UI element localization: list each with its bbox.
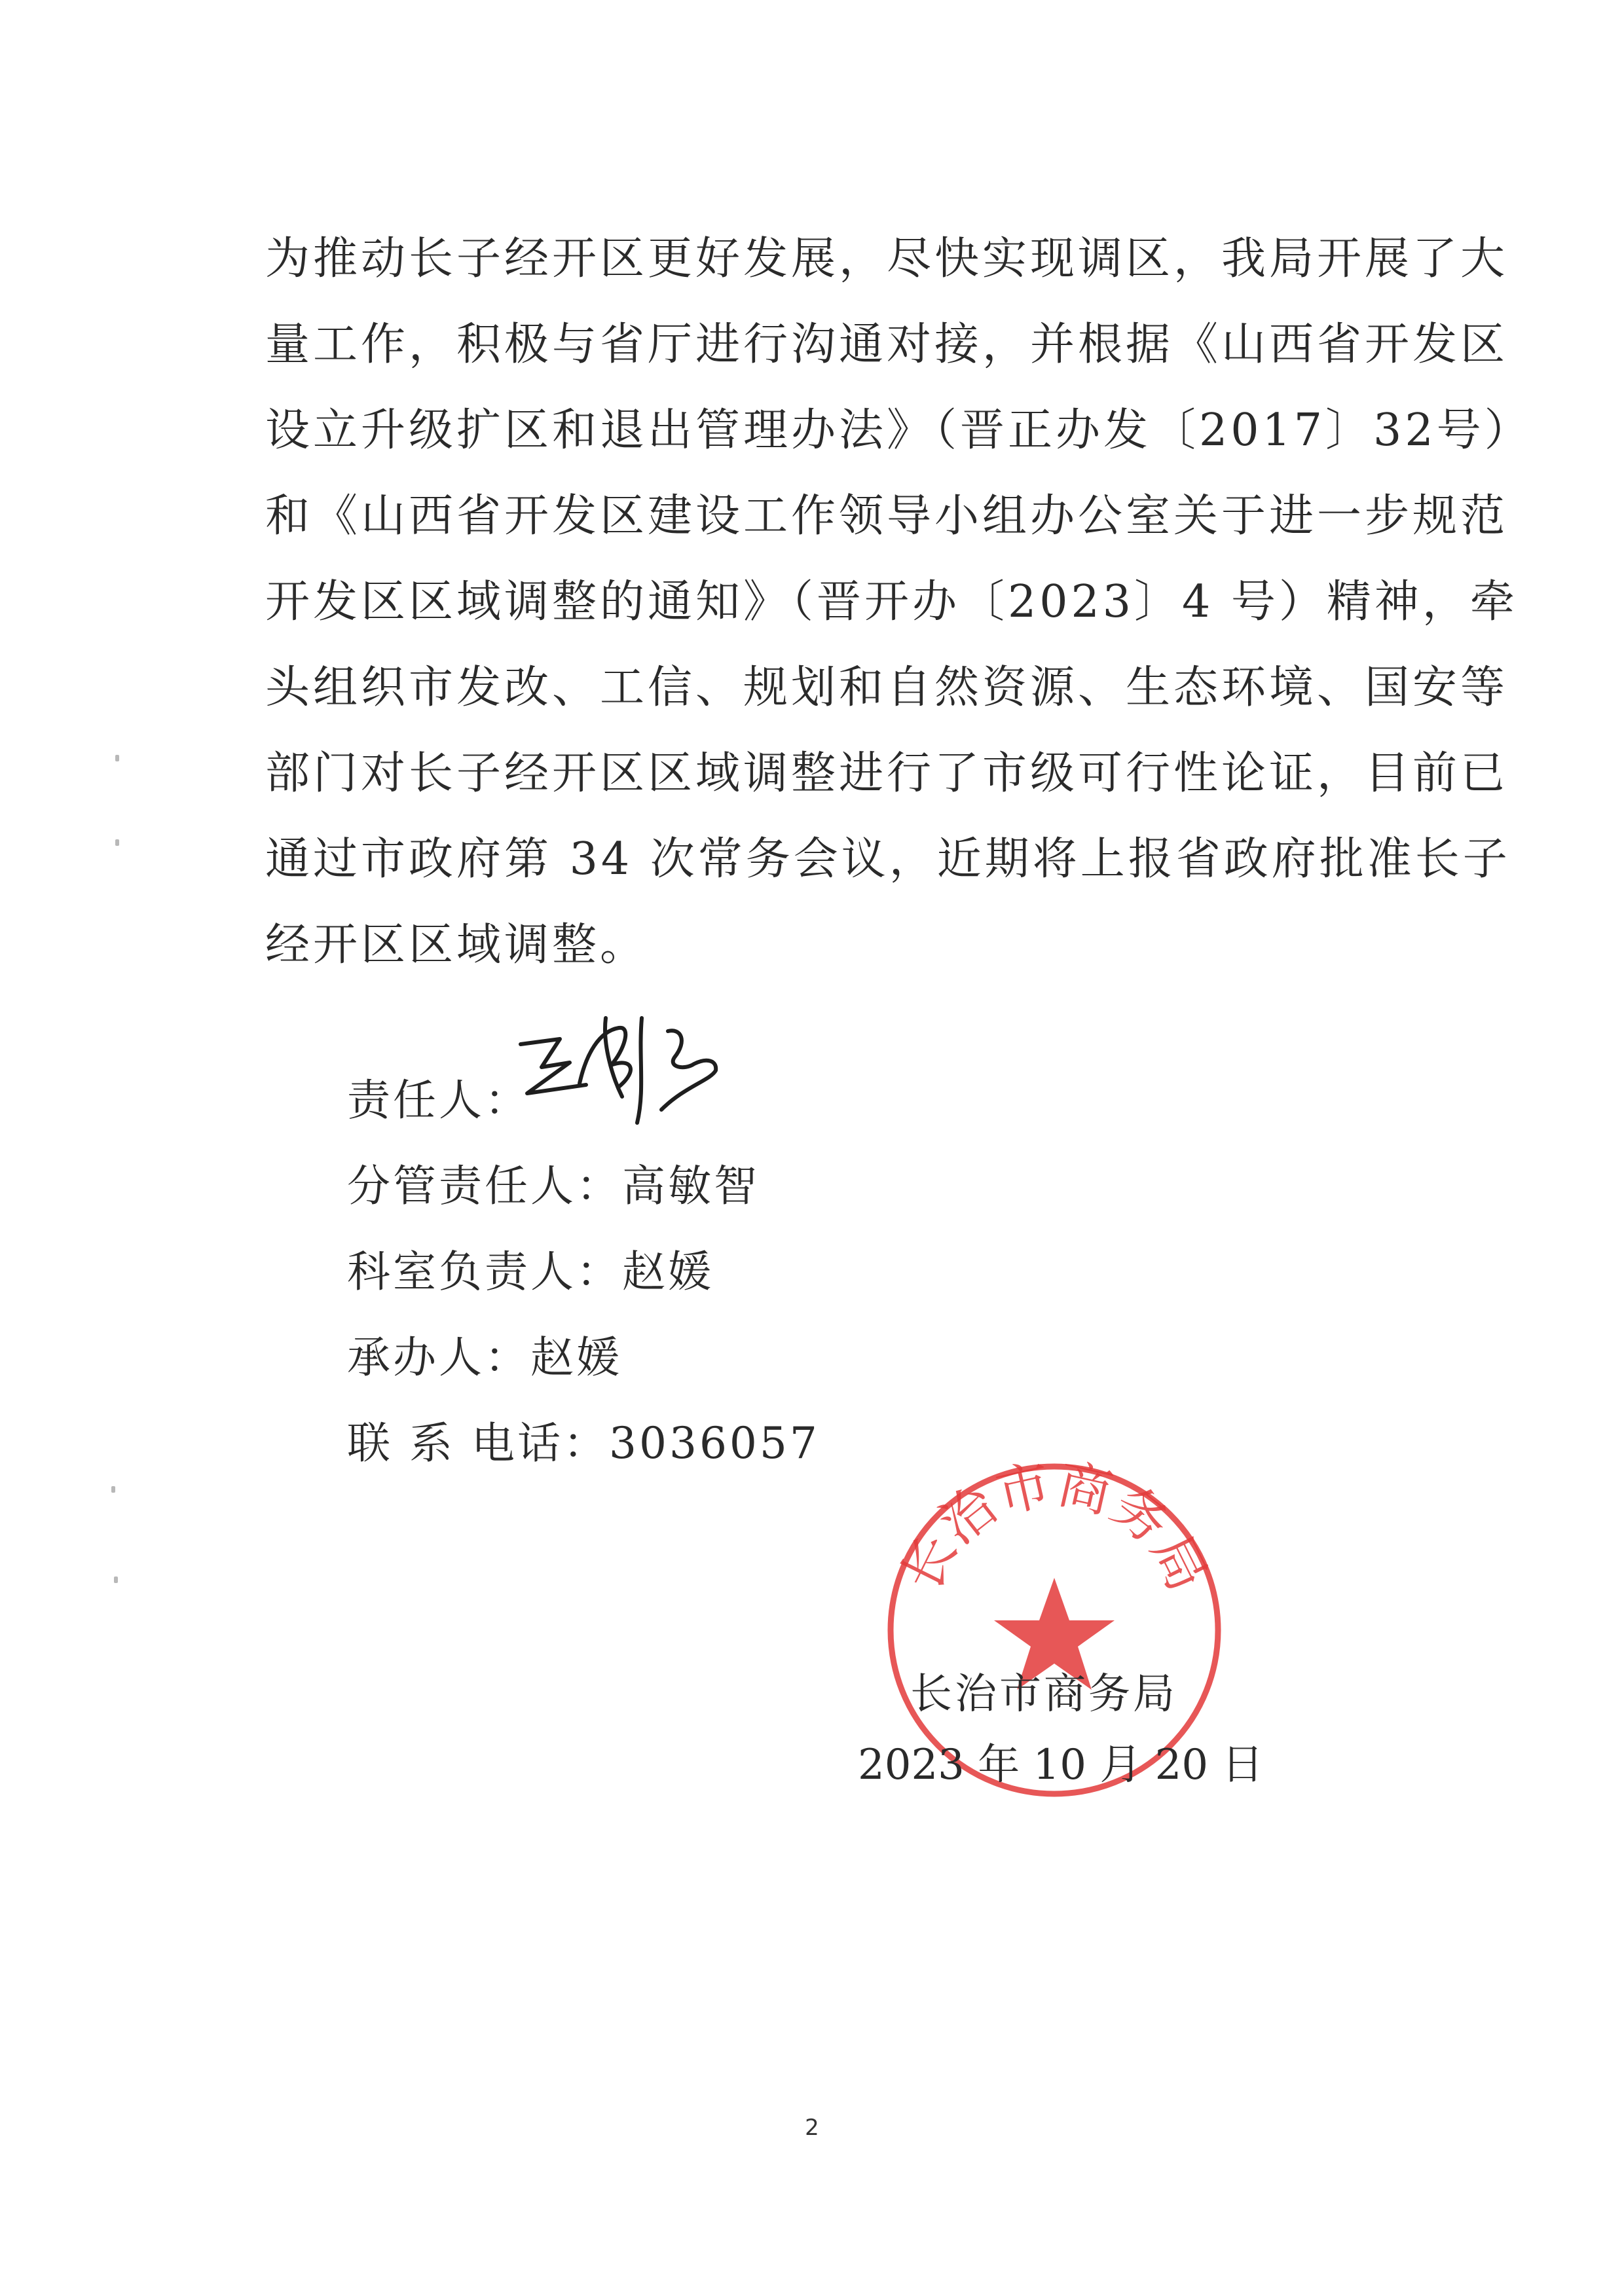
contact-value: 高敏智	[622, 1161, 760, 1211]
page-number: 2	[805, 2115, 819, 2141]
contact-row-handler	[347, 1315, 820, 1400]
body-line: 通过市政府第 34 次常务会议，近期将上报省政府批准长子	[265, 833, 1511, 885]
contact-label: 责任人：	[347, 1075, 530, 1125]
contact-label: 分管责任人：	[347, 1161, 622, 1211]
body-line: 为推动长子经开区更好发展，尽快实现调区，我局开展了大	[265, 233, 1509, 285]
body-line: 开发区区域调整的通知》（晋开办〔2023〕4 号）精神，牵	[265, 576, 1518, 628]
body-line: 设立升级扩区和退出管理办法》（晋正办发〔2017〕32号）	[265, 405, 1532, 456]
contact-row-phone	[347, 1400, 820, 1486]
scan-speck	[115, 839, 119, 846]
body-line: 和《山西省开发区建设工作领导小组办公室关于进一步规范	[265, 490, 1509, 542]
scan-speck	[111, 1486, 115, 1493]
scan-speck	[115, 755, 119, 761]
contact-row-section-head	[347, 1229, 820, 1315]
scan-speck	[114, 1576, 118, 1583]
contact-value: 3036057	[608, 1418, 820, 1468]
body-line: 头组织市发改、工信、规划和自然资源、生态环境、国安等	[265, 662, 1509, 714]
signoff-date: 2023 年 10 月 20 日	[858, 1741, 1264, 1789]
contact-label: 承办人：	[347, 1332, 530, 1383]
contact-label: 科室负责人：	[347, 1247, 622, 1297]
handwritten-signature	[507, 1005, 730, 1129]
body-line: 经开区区域调整。	[265, 919, 648, 971]
body-paragraph	[265, 216, 1532, 988]
contact-value: 赵媛	[530, 1332, 622, 1383]
body-line: 量工作，积极与省厅进行沟通对接，并根据《山西省开发区	[265, 319, 1509, 371]
body-line: 部门对长子经开区区域调整进行了市级可行性论证，目前已	[265, 748, 1509, 799]
contact-row-supervisor	[347, 1143, 820, 1229]
contact-value: 赵媛	[622, 1247, 714, 1297]
seal-text: 长治市商务局	[889, 1457, 1219, 1601]
contact-label: 联 系 电话：	[347, 1418, 609, 1468]
signoff-organization: 长治市商务局	[910, 1670, 1177, 1719]
